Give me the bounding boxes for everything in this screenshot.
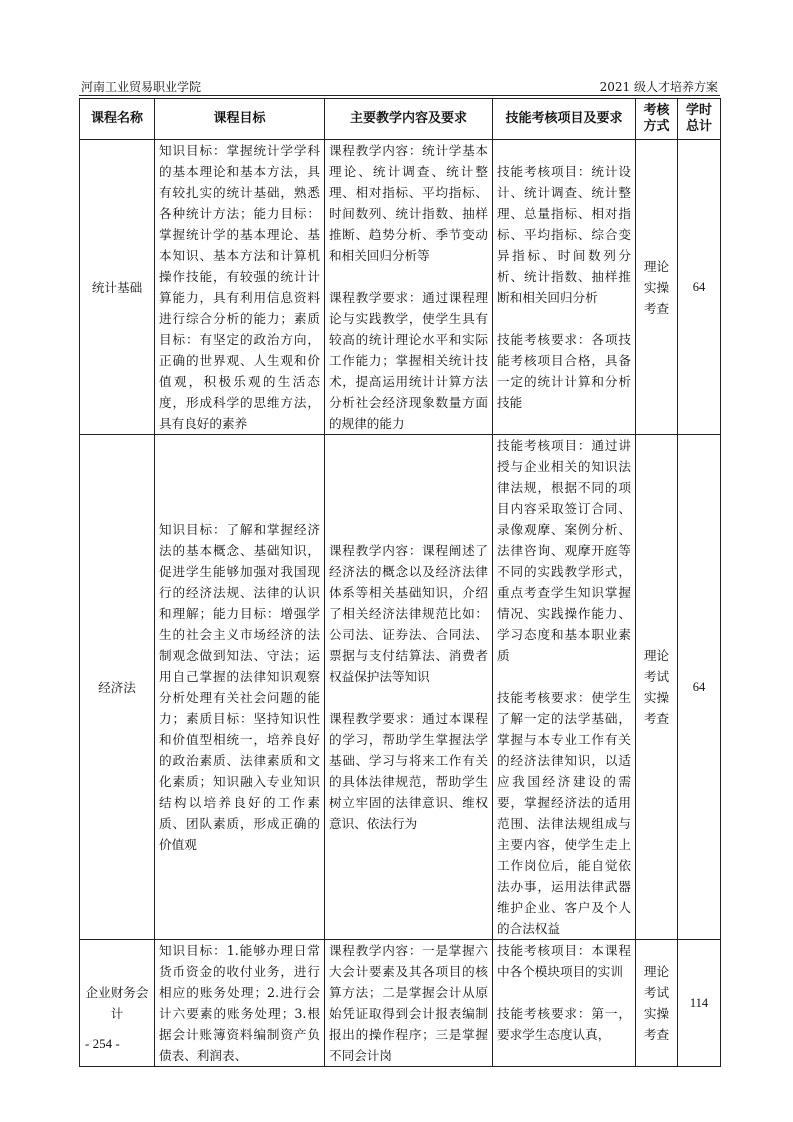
content-paragraph: 课程教学要求：通过课程理论与实践教学，使学生具有较高的统计理论水平和实际工作能力；掌握相关统计技术，提高运用统计计算方法分析社会经济现象数量方面的规律的能力 xyxy=(329,290,488,431)
page-number: - 254 - xyxy=(85,1036,120,1051)
total-hours: 64 xyxy=(678,435,721,940)
course-goal: 知识目标：掌握统计学学科的基本理论和基本方法，具有较扎实的统计基础，熟悉各种统计方法；能力目标：掌握统计学的基本理论、基本知识、基本方法和计算机操作技能，有较强的统计计算能力，具有利用信息资料进行综合分析的能力；素质目标：有坚定的政治方向，正确的世界观、人生观和价值观，积极乐观的生活态度，形成科学的思维方法，具有良好的素养 xyxy=(155,140,325,435)
col-header-skill: 技能考核项目及要求 xyxy=(493,99,636,140)
table-row xyxy=(80,140,721,435)
skill-paragraph: 技能考核项目：统计设计、统计调查、统计整理、总量指标、相对指标、平均指标、综合变异指标、时间数列分析、统计指数、抽样推断和相关回归分析 xyxy=(497,164,631,305)
course-skill xyxy=(493,940,636,1067)
course-name: 统计基础 xyxy=(80,140,155,435)
assessment-mode: 理论实操考查 xyxy=(636,140,678,435)
course-name: 经济法 xyxy=(80,435,155,940)
col-header-content: 主要教学内容及要求 xyxy=(325,99,493,140)
header-rule xyxy=(79,95,720,96)
skill-paragraph: 技能考核要求：第一，要求学生态度认真， xyxy=(497,1006,631,1042)
course-goal: 知识目标：1.能够办理日常货币资金的收付业务，进行相应的账务处理；2.进行会计六要素的账务处理；3.根据会计账簿资料编制资产负债表、利润表、 xyxy=(155,940,325,1067)
table-row xyxy=(80,435,721,940)
course-content xyxy=(325,940,493,1067)
skill-paragraph: 技能考核项目：本课程中各个模块项目的实训 xyxy=(497,943,631,979)
col-header-name: 课程名称 xyxy=(80,99,155,140)
course-content xyxy=(325,435,493,940)
page-header xyxy=(79,76,720,96)
school-name: 河南工业贸易职业学院 xyxy=(81,80,202,94)
course-content xyxy=(325,140,493,435)
total-hours: 64 xyxy=(678,140,721,435)
course-skill xyxy=(493,140,636,435)
col-header-mode: 考核方式 xyxy=(636,99,678,140)
assessment-mode: 理论考试实操考查 xyxy=(636,435,678,940)
table-row xyxy=(80,940,721,1067)
course-table xyxy=(79,98,721,1067)
content-paragraph: 课程教学内容：统计学基本理论、统计调查、统计整理、相对指标、平均指标、时间数列、统计指数、抽样推断、趋势分析、季节变动和相关回归分析等 xyxy=(329,143,488,263)
course-name: 企业财务会计 xyxy=(80,940,155,1067)
total-hours: 114 xyxy=(678,940,721,1067)
document-title: 2021 级人才培养方案 xyxy=(599,80,718,94)
col-header-hours: 学时总计 xyxy=(678,99,721,140)
assessment-mode: 理论考试实操考查 xyxy=(636,940,678,1067)
skill-paragraph: 技能考核要求：各项技能考核项目合格，具备一定的统计计算和分析技能 xyxy=(497,332,631,410)
col-header-goal: 课程目标 xyxy=(155,99,325,140)
table-header-row xyxy=(80,99,721,140)
skill-paragraph: 技能考核要求：使学生了解一定的法学基础，掌握与本专业工作有关的经济法律知识，以适应我国经济建设的需要，掌握经济法的适用范围、法律法规组成与主要内容，使学生走上工作岗位后，能自觉依法办事，运用法律武器维护企业、客户及个人的合法权益 xyxy=(497,690,631,936)
content-paragraph: 课程教学要求：通过本课程的学习，帮助学生掌握法学基础、学习与将来工作有关的具体法律规范，帮助学生树立牢固的法律意识、维权意识、依法行为 xyxy=(329,711,488,831)
course-skill xyxy=(493,435,636,940)
course-goal: 知识目标：了解和掌握经济法的基本概念、基础知识，促进学生能够加强对我国现行的经济法规、法律的认识和理解；能力目标：增强学生的社会主义市场经济的法制观念做到知法、守法；运用自己掌握的法律知识观察分析处理有关社会问题的能力；素质目标：坚持知识性和价值型相统一，培养良好的政治素质、法律素质和文化素质；知识融入专业知识结构以培养良好的工作素质、团队素质，形成正确的价值观 xyxy=(155,435,325,940)
skill-paragraph: 技能考核项目：通过讲授与企业相关的知识法律法规，根据不同的项目内容采取签订合同、录像观摩、案例分析、法律咨询、观摩开庭等不同的实践教学形式，重点考查学生知识掌握情况、实践操作能力、学习态度和基本职业素质 xyxy=(497,438,631,663)
content-paragraph: 课程教学内容：一是掌握六大会计要素及其各项目的核算方法；二是掌握会计从原始凭证取得到会计报表编制报出的操作程序；三是掌握不同会计岗 xyxy=(329,943,488,1063)
content-paragraph: 课程教学内容：课程阐述了经济法的概念以及经济法律体系等相关基础知识，介绍了相关经济法律规范比如：公司法、证券法、合同法、票据与支付结算法、消费者权益保护法等知识 xyxy=(329,543,488,684)
